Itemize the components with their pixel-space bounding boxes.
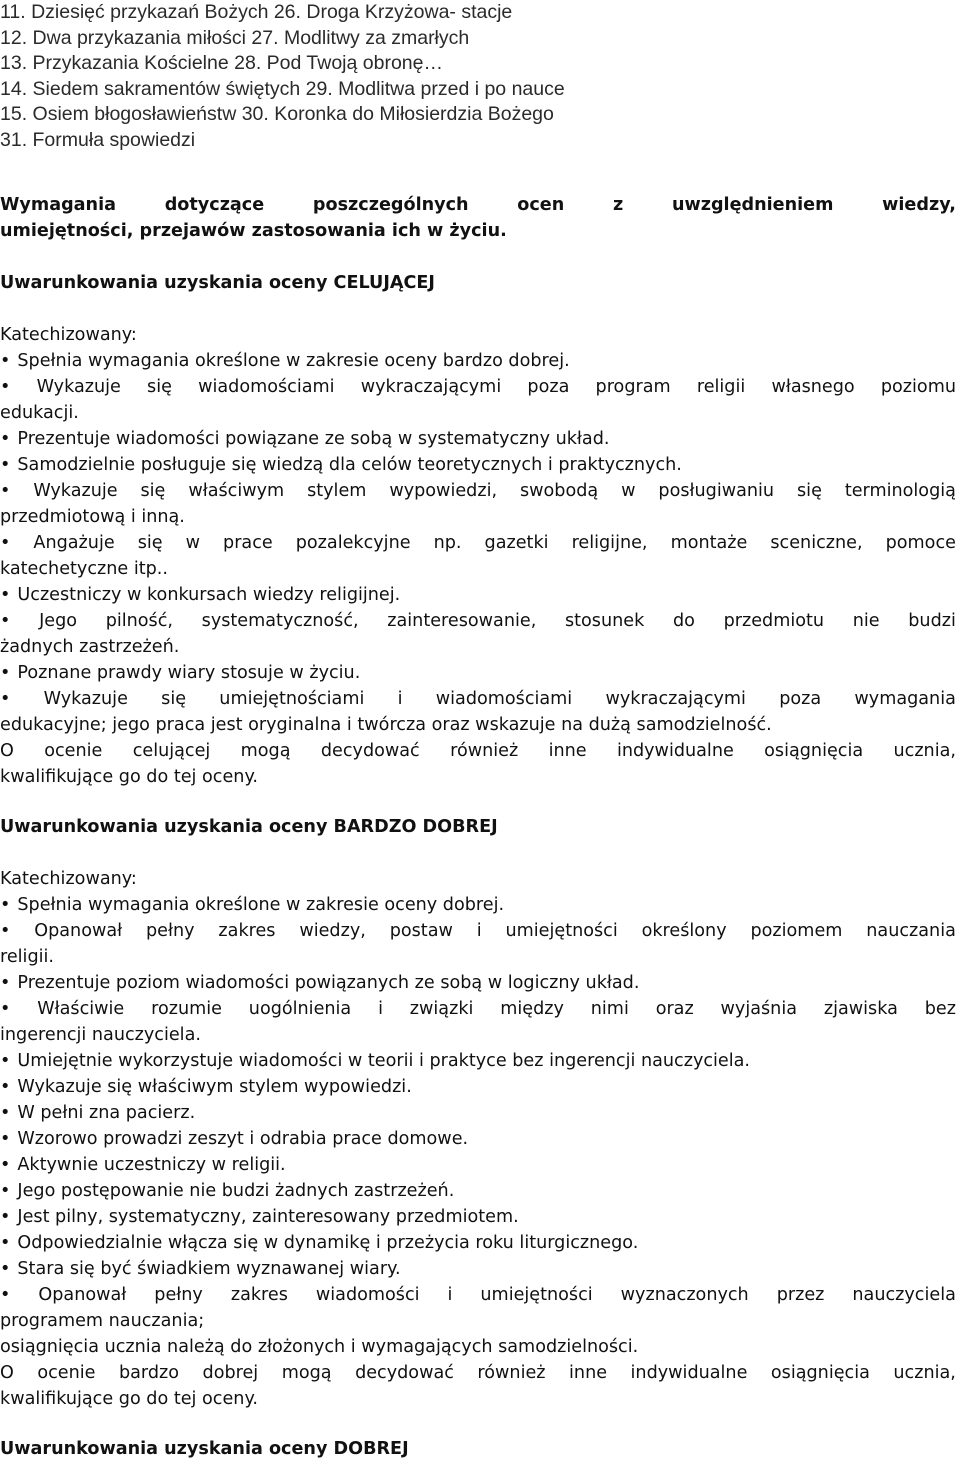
word: przez xyxy=(776,1285,825,1305)
word: się xyxy=(161,689,187,709)
word: i xyxy=(378,999,383,1019)
word: Wymagania xyxy=(0,195,116,215)
word: i xyxy=(397,689,403,709)
requirement-item-cont: przedmiotową i inną. xyxy=(0,507,185,527)
requirement-item-cont: edukacji. xyxy=(0,403,79,423)
word: w xyxy=(621,481,636,501)
word: umiejętnościami xyxy=(219,689,365,709)
requirement-item: • Prezentuje poziom wiadomości powiązanych ze sobą w logiczny układ. xyxy=(0,970,956,996)
word: nie xyxy=(852,611,880,631)
list-line: 13. Przykazania Kościelne 28. Pod Twoją obronę… xyxy=(0,52,443,74)
requirement-item xyxy=(0,530,956,556)
word: Angażuje xyxy=(33,533,115,553)
word: w xyxy=(185,533,200,553)
word: inne xyxy=(569,1363,608,1383)
word: inne xyxy=(548,741,587,761)
word: osiągnięcia xyxy=(764,741,864,761)
word: uogólnienia xyxy=(248,999,352,1019)
word: ocenie xyxy=(37,1363,96,1383)
word: postaw xyxy=(389,921,453,941)
word: mogą xyxy=(240,741,291,761)
bullet: • xyxy=(0,533,11,553)
requirement-item: • Poznane prawdy wiary stosuje w życiu. xyxy=(0,660,956,686)
word: umiejętności xyxy=(480,1285,593,1305)
word: się xyxy=(147,377,172,397)
requirement-item: • Odpowiedzialnie włącza się w dynamikę i przeżycia roku liturgicznego. xyxy=(0,1230,956,1256)
word: wykraczającymi xyxy=(605,689,746,709)
requirement-item: • Wzorowo prowadzi zeszyt i odrabia prace domowe. xyxy=(0,1126,956,1152)
word: poziomem xyxy=(750,921,843,941)
word: zjawiska xyxy=(823,999,898,1019)
word: Opanował xyxy=(38,1285,127,1305)
main-heading xyxy=(0,192,956,244)
word: wiadomościami xyxy=(435,689,573,709)
word: z xyxy=(612,195,624,215)
word: osiągnięcia xyxy=(770,1363,870,1383)
requirement-item: • Uczestniczy w konkursach wiedzy religijnej. xyxy=(0,582,956,608)
requirement-item: • Aktywnie uczestniczy w religii. xyxy=(0,1152,956,1178)
word: indywidualne xyxy=(616,741,734,761)
word: budzi xyxy=(908,611,956,631)
section-title: Uwarunkowania uzyskania oceny BARDZO DOBREJ xyxy=(0,817,498,837)
word: np. xyxy=(433,533,462,553)
word: nauczyciela xyxy=(852,1285,956,1305)
word: posługiwaniu xyxy=(658,481,775,501)
word: bardzo xyxy=(118,1363,180,1383)
word: ucznia, xyxy=(893,1363,956,1383)
word: dobrej xyxy=(202,1363,259,1383)
word: Opanował xyxy=(34,921,123,941)
word: stylem xyxy=(307,481,367,501)
word: wyznaczonych xyxy=(620,1285,749,1305)
word: montaże xyxy=(670,533,748,553)
requirement-item: • Spełnia wymagania określone w zakresie oceny dobrej. xyxy=(0,892,956,918)
grade-note xyxy=(0,1360,956,1386)
word: również xyxy=(450,741,519,761)
word: sceniczne, xyxy=(770,533,863,553)
word: terminologią xyxy=(844,481,956,501)
requirement-item: • W pełni zna pacierz. xyxy=(0,1100,956,1126)
section-celujaca xyxy=(0,270,956,790)
word: uwzględnieniem xyxy=(671,195,834,215)
word: między xyxy=(500,999,564,1019)
list-line: 14. Siedem sakramentów świętych 29. Modlitwa przed i po nauce xyxy=(0,77,565,100)
word: do xyxy=(672,611,695,631)
bullet: • xyxy=(0,921,11,941)
section-title: Uwarunkowania uzyskania oceny CELUJĄCEJ xyxy=(0,273,435,293)
prayer-list xyxy=(0,0,956,153)
requirement-item-cont: żadnych zastrzeżeń. xyxy=(0,637,180,657)
section-title: Uwarunkowania uzyskania oceny DOBREJ xyxy=(0,1439,409,1459)
word: gazetki xyxy=(484,533,549,553)
requirement-item xyxy=(0,374,956,400)
word: się xyxy=(797,481,822,501)
requirement-item: • Samodzielnie posługuje się wiedzą dla celów teoretycznych i praktycznych. xyxy=(0,452,956,478)
requirement-item: • Umiejętnie wykorzystuje wiadomości w teorii i praktyce bez ingerencji nauczyciela. xyxy=(0,1048,956,1074)
word: pełny xyxy=(154,1285,203,1305)
word: nimi xyxy=(590,999,629,1019)
word: zakres xyxy=(230,1285,288,1305)
word: dotyczące xyxy=(164,195,265,215)
requirement-item xyxy=(0,686,956,712)
bullet: • xyxy=(0,377,11,397)
main-heading-line xyxy=(0,192,956,218)
word: związki xyxy=(409,999,474,1019)
word: ocenie xyxy=(44,741,103,761)
requirement-item-cont: ingerencji nauczyciela. xyxy=(0,1025,201,1045)
word: Właściwie xyxy=(37,999,125,1019)
word: decydować xyxy=(355,1363,454,1383)
word: określony xyxy=(641,921,727,941)
bullet: • xyxy=(0,999,11,1019)
word: Wykazuje xyxy=(43,689,128,709)
word: stosunek xyxy=(564,611,645,631)
word: indywidualne xyxy=(630,1363,748,1383)
requirement-item xyxy=(0,996,956,1022)
list-line: 11. Dziesięć przykazań Bożych 26. Droga Krzyżowa- stacje xyxy=(0,1,513,23)
word: wypowiedzi, xyxy=(389,481,498,501)
list-line: 15. Osiem błogosławieństw 30. Koronka do Miłosierdzia Bożego xyxy=(0,103,554,125)
requirement-item-cont: religii. xyxy=(0,947,54,967)
word: wiedzy, xyxy=(882,195,956,215)
bullet: • xyxy=(0,481,11,501)
word: poziomu xyxy=(880,377,956,397)
word: bez xyxy=(924,999,956,1019)
word: wiedzy, xyxy=(299,921,366,941)
word: wiadomościami xyxy=(198,377,335,397)
word: umiejętności xyxy=(505,921,618,941)
grade-note xyxy=(0,738,956,764)
word: poza xyxy=(527,377,570,397)
word: Wykazuje xyxy=(33,481,118,501)
word: pełny xyxy=(146,921,195,941)
word: O xyxy=(0,741,14,761)
requirement-item xyxy=(0,478,956,504)
requirement-item: • Jego postępowanie nie budzi żadnych zastrzeżeń. xyxy=(0,1178,956,1204)
word: ucznia, xyxy=(893,741,956,761)
word: oraz xyxy=(655,999,694,1019)
requirement-item: • Spełnia wymagania określone w zakresie oceny bardzo dobrej. xyxy=(0,348,956,374)
word: religii xyxy=(696,377,746,397)
section-dobra xyxy=(0,1436,956,1462)
grade-note-cont: kwalifikujące go do tej oceny. xyxy=(0,1389,258,1409)
requirement-item: • Jest pilny, systematyczny, zainteresowany przedmiotem. xyxy=(0,1204,956,1230)
word: własnego xyxy=(771,377,855,397)
bullet: • xyxy=(0,1285,11,1305)
word: pilność, xyxy=(105,611,173,631)
achievement-line: osiągnięcia ucznia należą do złożonych i wymagających samodzielności. xyxy=(0,1337,639,1357)
requirement-item xyxy=(0,918,956,944)
main-heading-line: umiejętności, przejawów zastosowania ich w życiu. xyxy=(0,221,507,241)
word: program xyxy=(595,377,671,397)
word: również xyxy=(477,1363,546,1383)
word: się xyxy=(137,533,163,553)
word: zakres xyxy=(218,921,276,941)
word: i xyxy=(476,921,482,941)
word: prace xyxy=(223,533,273,553)
word: Jego xyxy=(39,611,78,631)
requirement-item-cont: katechetyczne itp.. xyxy=(0,559,168,579)
word: religijne, xyxy=(571,533,648,553)
requirement-item: • Stara się być świadkiem wyznawanej wiary. xyxy=(0,1256,956,1282)
word: poza xyxy=(779,689,822,709)
word: Wykazuje xyxy=(36,377,121,397)
requirement-item-cont: programem nauczania; xyxy=(0,1311,205,1331)
requirement-item-cont: edukacyjne; jego praca jest oryginalna i twórcza oraz wskazuje na dużą samodzielność. xyxy=(0,715,772,735)
word: mogą xyxy=(281,1363,332,1383)
word: systematyczność, xyxy=(201,611,359,631)
word: swobodą xyxy=(519,481,599,501)
bullet: • xyxy=(0,689,11,709)
word: celującej xyxy=(132,741,211,761)
word: pomoce xyxy=(885,533,956,553)
requirement-item: • Prezentuje wiadomości powiązane ze sobą w systematyczny układ. xyxy=(0,426,956,452)
word: nauczania xyxy=(866,921,956,941)
word: pozalekcyjne xyxy=(295,533,411,553)
bullet: • xyxy=(0,611,11,631)
list-line: 31. Formuła spowiedzi xyxy=(0,128,196,151)
word: przedmiotu xyxy=(723,611,825,631)
list-line: 12. Dwa przykazania miłości 27. Modlitwy za zmarłych xyxy=(0,26,470,49)
word: i xyxy=(447,1285,453,1305)
subject-label: Katechizowany: xyxy=(0,869,137,889)
word: się xyxy=(140,481,166,501)
word: O xyxy=(0,1363,14,1383)
word: wykraczającymi xyxy=(360,377,502,397)
word: rozumie xyxy=(151,999,222,1019)
word: wymagania xyxy=(854,689,956,709)
requirement-item xyxy=(0,1282,956,1308)
word: poszczególnych xyxy=(312,195,469,215)
word: ocen xyxy=(517,195,565,215)
requirement-item: • Wykazuje się właściwym stylem wypowiedzi. xyxy=(0,1074,956,1100)
word: zainteresowanie, xyxy=(387,611,537,631)
section-bardzo-dobra xyxy=(0,814,956,1412)
word: wyjaśnia xyxy=(720,999,798,1019)
word: decydować xyxy=(320,741,420,761)
requirement-item xyxy=(0,608,956,634)
word: właściwym xyxy=(188,481,285,501)
subject-label: Katechizowany: xyxy=(0,325,137,345)
word: wiadomości xyxy=(315,1285,420,1305)
grade-note-cont: kwalifikujące go do tej oceny. xyxy=(0,767,258,787)
